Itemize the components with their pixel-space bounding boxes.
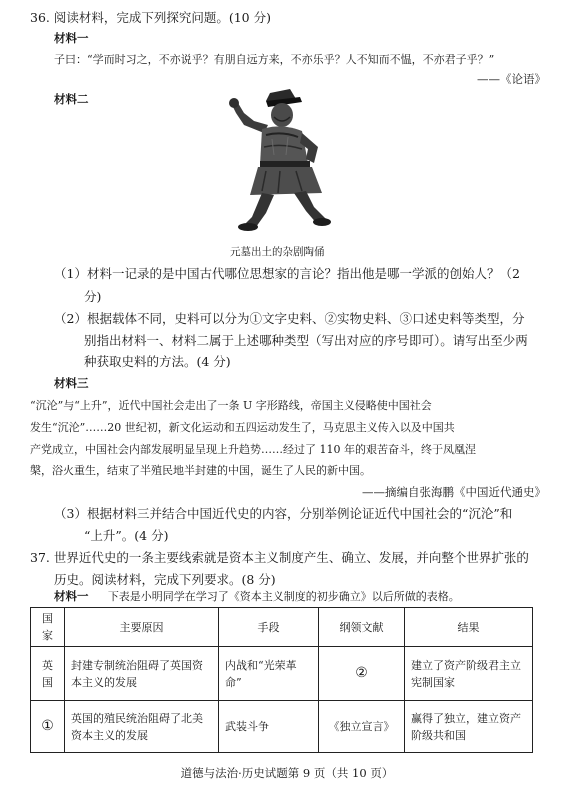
page-footer: 道德与法治·历史试题第 9 页（共 10 页） (180, 766, 394, 780)
capitalism-table (30, 607, 533, 753)
q36-part3-line1: （3）根据材料三并结合中国近代史的内容，分别举例论证近代中国社会的“沉沦”和 (54, 506, 513, 521)
material-1-text: 子曰：“学而时习之，不亦说乎？有朋自远方来，不亦乐乎？人不知而不愠，不亦君子乎？” (54, 53, 495, 66)
q36-part3-line2: “上升”。(4 分) (84, 528, 169, 543)
table-header-cell: 结果 (405, 608, 533, 647)
table-header-cell: 纲领文献 (319, 608, 405, 647)
material-3-source: ——摘编自张海鹏《中国近代通史》 (362, 485, 546, 499)
material-1-label: 材料一 (54, 31, 89, 45)
q37-material-1-label: 材料一 (54, 589, 89, 603)
q37-line2: 历史。阅读材料，完成下列要求。(8 分) (54, 572, 276, 587)
q37-material-1-text: 下表是小明同学在学习了《资本主义制度的初步确立》以后所做的表格。 (107, 590, 460, 603)
material-3-line1: “沉沦”与“上升”，近代中国社会走出了一条 U 字形路线，帝国主义侵略使中国社会 (30, 399, 432, 412)
q36-part1-line1: （1）材料一记录的是中国古代哪位思想家的言论？指出他是哪一学派的创始人？（2 (54, 266, 520, 281)
material-3-line3: 产党成立，中国社会内部发展明显呈现上升趋势……经过了 110 年的艰苦奋斗，终于凤凰涅 (30, 443, 476, 456)
table-cell: 英国 (31, 647, 65, 701)
material-3-label: 材料三 (54, 376, 89, 390)
table-header-row (31, 608, 533, 647)
material-3-line4: 槃，浴火重生，结束了半殖民地半封建的中国，诞生了人民的新中国。 (30, 464, 371, 477)
figure-caption: 元墓出土的杂剧陶俑 (230, 246, 325, 258)
q36-part2-line1: （2）根据载体不同，史料可以分为①文字史料、②实物史料、③口述史料等类型，分 (54, 311, 525, 326)
table-cell: ① (31, 701, 65, 753)
table-cell: 封建专制统治阻碍了英国资本主义的发展 (65, 647, 219, 701)
q37-line1: 37. 世界近代史的一条主要线索就是资本主义制度产生、确立、发展，并向整个世界扩张的 (30, 550, 529, 565)
table-cell: 内战和“光荣革命” (219, 647, 319, 701)
table-cell: 英国的殖民统治阻碍了北美资本主义的发展 (65, 701, 219, 753)
table-cell: 武装斗争 (219, 701, 319, 753)
table-cell: ② (319, 647, 405, 701)
table-header-cell: 手段 (219, 608, 319, 647)
opera-figurine-photo (222, 85, 332, 238)
table-row (31, 701, 533, 753)
material-1-source: ——《论语》 (477, 72, 546, 86)
q36-part2-line3: 种获取史料的方法。(4 分) (84, 354, 231, 369)
table-row (31, 647, 533, 701)
q36-heading: 36. 阅读材料，完成下列探究问题。(10 分) (30, 10, 271, 25)
q37-material-1 (54, 588, 460, 605)
table-header-cell: 国家 (31, 608, 65, 647)
table-cell: 赢得了独立，建立资产阶级共和国 (405, 701, 533, 753)
q36-part1-line2: 分) (84, 289, 102, 304)
table-header-cell: 主要原因 (65, 608, 219, 647)
table-cell: 建立了资产阶级君主立宪制国家 (405, 647, 533, 701)
material-3-line2: 发生“沉沦”……20 世纪初，新文化运动和五四运动发生了，马克思主义传入以及中国共 (30, 421, 455, 434)
table-cell: 《独立宣言》 (319, 701, 405, 753)
q36-part2-line2: 别指出材料一、材料二属于上述哪种类型（写出对应的序号即可）。请写出至少两 (84, 333, 528, 348)
material-2-label: 材料二 (54, 92, 89, 106)
